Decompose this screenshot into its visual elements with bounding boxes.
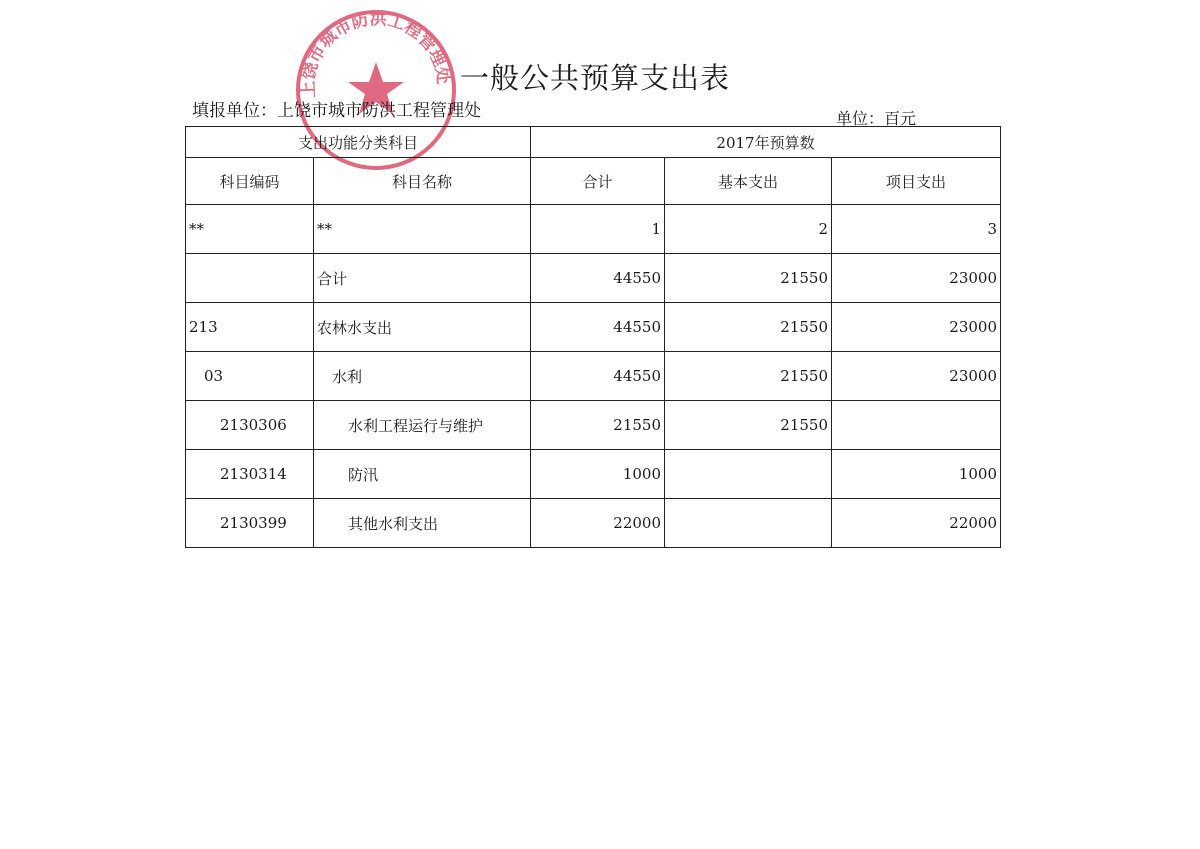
table-row (186, 352, 1001, 401)
row-basic (665, 450, 832, 499)
col-header-code: 科目编码 (186, 158, 314, 205)
row-code (186, 254, 314, 303)
table-row (186, 401, 1001, 450)
row-total: 21550 (531, 401, 665, 450)
row-name: 防汛 (314, 450, 531, 499)
filling-unit: 填报单位：上饶市城市防洪工程管理处 (192, 101, 481, 121)
row-basic: 21550 (665, 401, 832, 450)
row-name: 水利 (314, 352, 531, 401)
row-code: ** (186, 205, 314, 254)
row-code: 213 (186, 303, 314, 352)
table-column-header-row (186, 158, 1001, 205)
row-project: 23000 (832, 303, 1001, 352)
col-header-name: 科目名称 (314, 158, 531, 205)
table-row (186, 450, 1001, 499)
table-group-header-row (186, 127, 1001, 158)
col-header-project: 项目支出 (832, 158, 1001, 205)
row-name: 合计 (314, 254, 531, 303)
seal-text: 上饶市城市防洪工程管理处 (298, 9, 454, 99)
row-project: 23000 (832, 352, 1001, 401)
header-category: 支出功能分类科目 (186, 127, 531, 158)
row-code: 2130314 (186, 450, 314, 499)
row-project: 23000 (832, 254, 1001, 303)
row-total: 1000 (531, 450, 665, 499)
row-project: 1000 (832, 450, 1001, 499)
table-row (186, 499, 1001, 548)
row-name: 其他水利支出 (314, 499, 531, 548)
row-basic: 21550 (665, 303, 832, 352)
row-basic: 2 (665, 205, 832, 254)
row-basic: 21550 (665, 254, 832, 303)
row-total: 44550 (531, 254, 665, 303)
header-budget: 2017年预算数 (531, 127, 1001, 158)
row-total: 44550 (531, 303, 665, 352)
row-project (832, 401, 1001, 450)
table-row (186, 205, 1001, 254)
col-header-basic: 基本支出 (665, 158, 832, 205)
row-code: 2130399 (186, 499, 314, 548)
table-row (186, 254, 1001, 303)
row-total: 22000 (531, 499, 665, 548)
row-code: 03 (186, 352, 314, 401)
table-row (186, 303, 1001, 352)
row-name: ** (314, 205, 531, 254)
row-project: 3 (832, 205, 1001, 254)
row-code: 2130306 (186, 401, 314, 450)
row-total: 44550 (531, 352, 665, 401)
row-basic: 21550 (665, 352, 832, 401)
row-total: 1 (531, 205, 665, 254)
row-name: 水利工程运行与维护 (314, 401, 531, 450)
row-project: 22000 (832, 499, 1001, 548)
row-name: 农林水支出 (314, 303, 531, 352)
row-basic (665, 499, 832, 548)
col-header-total: 合计 (531, 158, 665, 205)
budget-table (185, 126, 1001, 548)
currency-unit: 单位：百元 (836, 109, 917, 128)
document-title: 一般公共预算支出表 (459, 61, 730, 95)
